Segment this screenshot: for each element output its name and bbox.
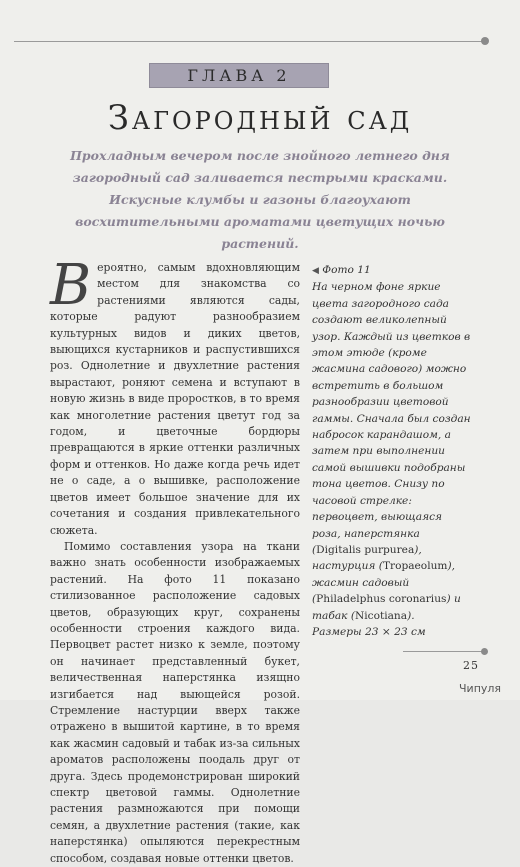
page-title: Загородный сад	[107, 98, 413, 138]
caption-size: Размеры 23 × 23 см	[312, 625, 426, 638]
chapter-label-box	[149, 63, 329, 88]
intro-text: Прохладным вечером после знойного летнего дня загородный сад заливается пестрыми красками. Искусные клумбы и газоны благоухают восхитительными ароматами цветущих ночью растений.	[70, 148, 450, 251]
caption-text: На черном фоне яркие цвета загородного сада создают великолепный узор. Каждый из цветков в этом этюде (кроме жасмина садового) можно встретить в большом разнообразии цветовой гаммы. Сначала был создан набросок карандашом, а затем при выполнении самой вышивки подобраны тона цветов. Снизу по часовой стрелке: первоцвет, выющаяся роза, наперстянка (Digitalis purpurea), настурция (Tropaeolum), жасмин садовый (Philadelphus coronarius) и табак (Nicotiana).	[312, 281, 471, 622]
photo-caption	[312, 262, 472, 640]
footer-rule	[403, 651, 483, 652]
chapter-label: ГЛАВА 2	[187, 66, 291, 85]
body-paragraph-1: Вероятно, самым вдохновляющим местом для знакомства со растениями являются сады, которые радуют разнообразием культурных видов и диких цветов, выющихся кустарников и распустившихся роз. Однолетние и двухлетние растения вырастают, роняют семена и вступают в новую жизнь в виде проростков, в то время как многолетние растения цветут год за годом, и цветочные бордюры превращаются в яркие оттенки различных форм и оттенков. Но даже когда речь идет не о саде, а о вышивке, расположение цветов имеет большое значение для их сочетания и создания привлекательного сюжета.	[50, 253, 300, 537]
header-rule	[14, 41, 482, 42]
body-paragraph-2: Помимо составления узора на ткани важно знать особенности изображаемых растений. На фото 11 показано стилизованное расположение садовых цветов, образующих круг, сохранены особенности строения каждого вида. Первоцвет растет низко к земле, поэтому он начинает представленный букет, величественная наперстянка изящно изгибается над выющейся розой. Стремление настурции вверх также отражено в вышитой картине, в то время как жасмин садовый и табак из-за сильных ароматов расположены поодаль друг от друга. Здесь продемонстрирован широкий спектр цветовой гаммы. Однолетние растения размножаются при помощи семян, а двухлетние растения (такие, как наперстянка) опыляются перекрестным способом, создавая новые оттенки цветов.	[50, 539, 300, 865]
caption-label: Фото 11	[322, 264, 371, 276]
footer-dot	[481, 648, 488, 655]
caption-heading	[312, 262, 472, 279]
drop-cap: В	[50, 253, 92, 318]
arrow-left-icon: ◀	[312, 266, 319, 276]
header-dot	[481, 37, 489, 45]
body-column	[50, 253, 300, 867]
page-number: 25	[463, 659, 479, 672]
watermark: Чипуля	[459, 682, 502, 695]
